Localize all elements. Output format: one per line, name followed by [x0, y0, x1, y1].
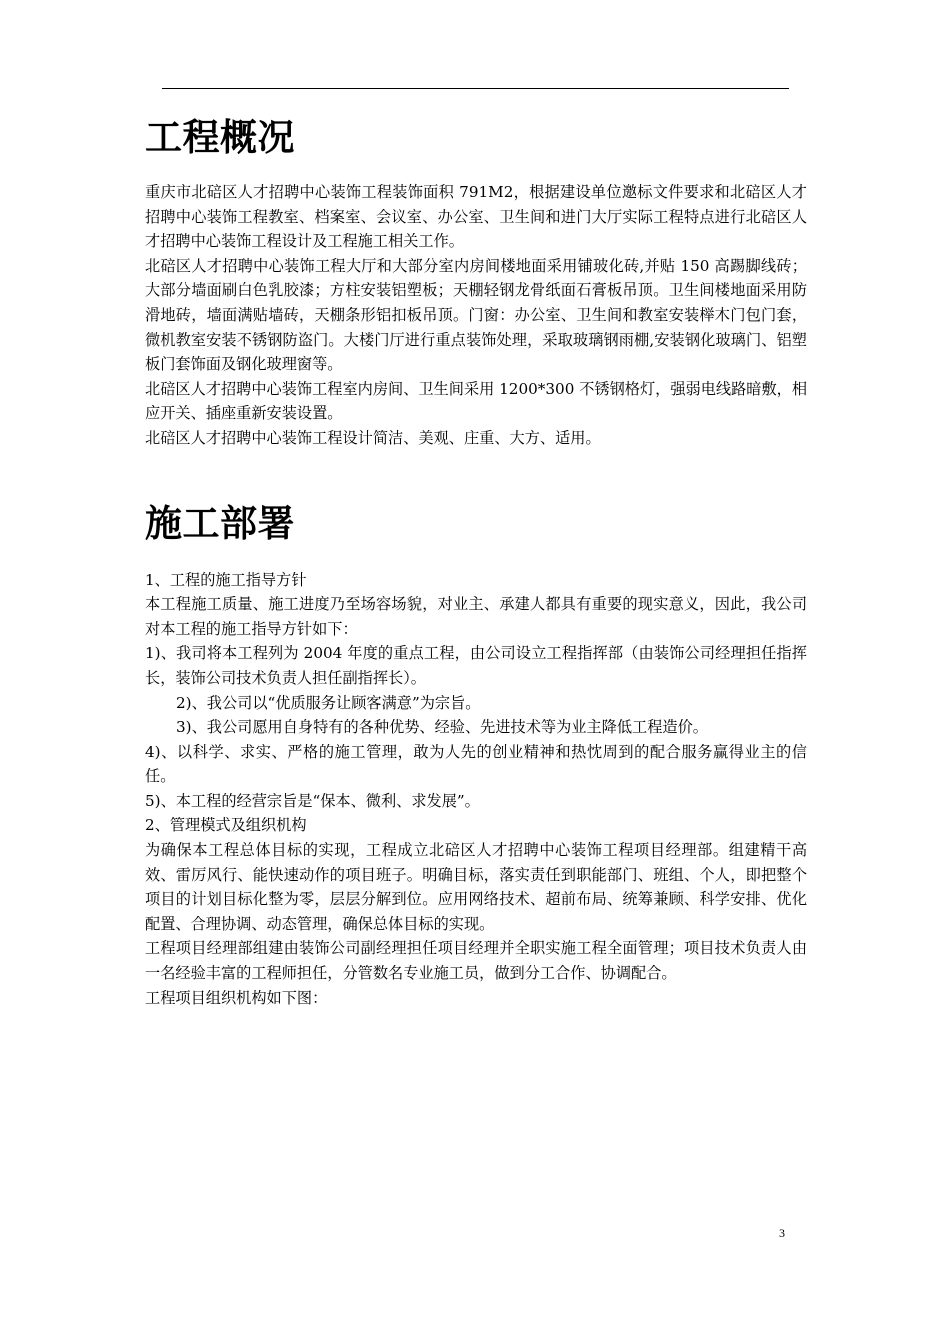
list-item: 3)、我公司愿用自身特有的各种优势、经验、先进技术等为业主降低工程造价。: [176, 718, 708, 737]
overview-paragraph: 重庆市北碚区人才招聘中心装饰工程装饰面积 791M2，根据建设单位邀标文件要求和北碚区人才招聘中心装饰工程教室、档案室、会议室、办公室、卫生间和进门大厅实际工程特点进行北碚区人才招聘中心装饰工程设计及工程施工相关工作。: [145, 183, 807, 251]
deployment-paragraph: 为确保本工程总体目标的实现，工程成立北碚区人才招聘中心装饰工程项目经理部。组建精干高效、雷厉风行、能快速动作的项目班子。明确目标，落实责任到职能部门、班组、个人，即把整个项目的计划目标化整为零，层层分解到位。应用网络技术、超前布局、统筹兼顾、科学安排、优化配置、合理协调、动态管理，确保总体目标的实现。: [145, 841, 807, 933]
deployment-paragraph: 工程项目经理部组建由装饰公司副经理担任项目经理并全职实施工程全面管理；项目技术负责人由一名经验丰富的工程师担任，分管数名专业施工员，做到分工合作、协调配合。: [145, 939, 807, 983]
section-title-overview: 工程概况: [145, 116, 295, 159]
section-title-deployment: 施工部署: [145, 501, 295, 545]
header-rule: [162, 88, 789, 89]
overview-paragraph: 北碚区人才招聘中心装饰工程设计简洁、美观、庄重、大方、适用。: [145, 428, 601, 447]
document-body: [145, 110, 807, 1010]
subheading-guideline: 1、工程的施工指导方针: [145, 570, 307, 589]
deployment-paragraph: 本工程施工质量、施工进度乃至场容场貌，对业主、承建人都具有重要的现实意义，因此，我公司对本工程的施工指导方针如下：: [145, 595, 807, 638]
overview-paragraph: 北碚区人才招聘中心装饰工程室内房间、卫生间采用 1200*300 不锈钢格灯，强弱电线路暗敷，相应开关、插座重新安装设置。: [145, 379, 808, 423]
list-item: 2)、我公司以“优质服务让顾客满意”为宗旨。: [176, 693, 481, 712]
overview-paragraph: 北碚区人才招聘中心装饰工程大厅和大部分室内房间楼地面采用铺玻化砖,并贴 150 高踢脚线砖；大部分墙面刷白色乳胶漆；方柱安装铝塑板；天棚轻钢龙骨纸面石膏板吊顶。卫生间楼地面采用防滑地砖，墙面满贴墙砖，天棚条形铝扣板吊顶。门窗：办公室、卫生间和教室安装榉木门包门套，微机教室安装不锈钢防盗门。大楼门厅进行重点装饰处理，采取玻璃钢雨棚,安装钢化玻璃门、铝塑板门套饰面及钢化玻理窗等。: [145, 256, 807, 374]
list-item: 1)、我司将本工程列为 2004 年度的重点工程，由公司设立工程指挥部（由装饰公司经理担任指挥长，装饰公司技术负责人担任副指挥长）。: [145, 644, 807, 687]
page-number: 3: [779, 1226, 785, 1240]
list-item: 5)、本工程的经营宗旨是“保本、微利、求发展”。: [145, 791, 480, 810]
subheading-management: 2、管理模式及组织机构: [145, 816, 307, 835]
list-item: 4)、以科学、求实、严格的施工管理，敢为人先的创业精神和热忱周到的配合服务赢得业主的信任。: [145, 742, 807, 786]
deployment-paragraph: 工程项目组织机构如下图：: [145, 988, 328, 1007]
